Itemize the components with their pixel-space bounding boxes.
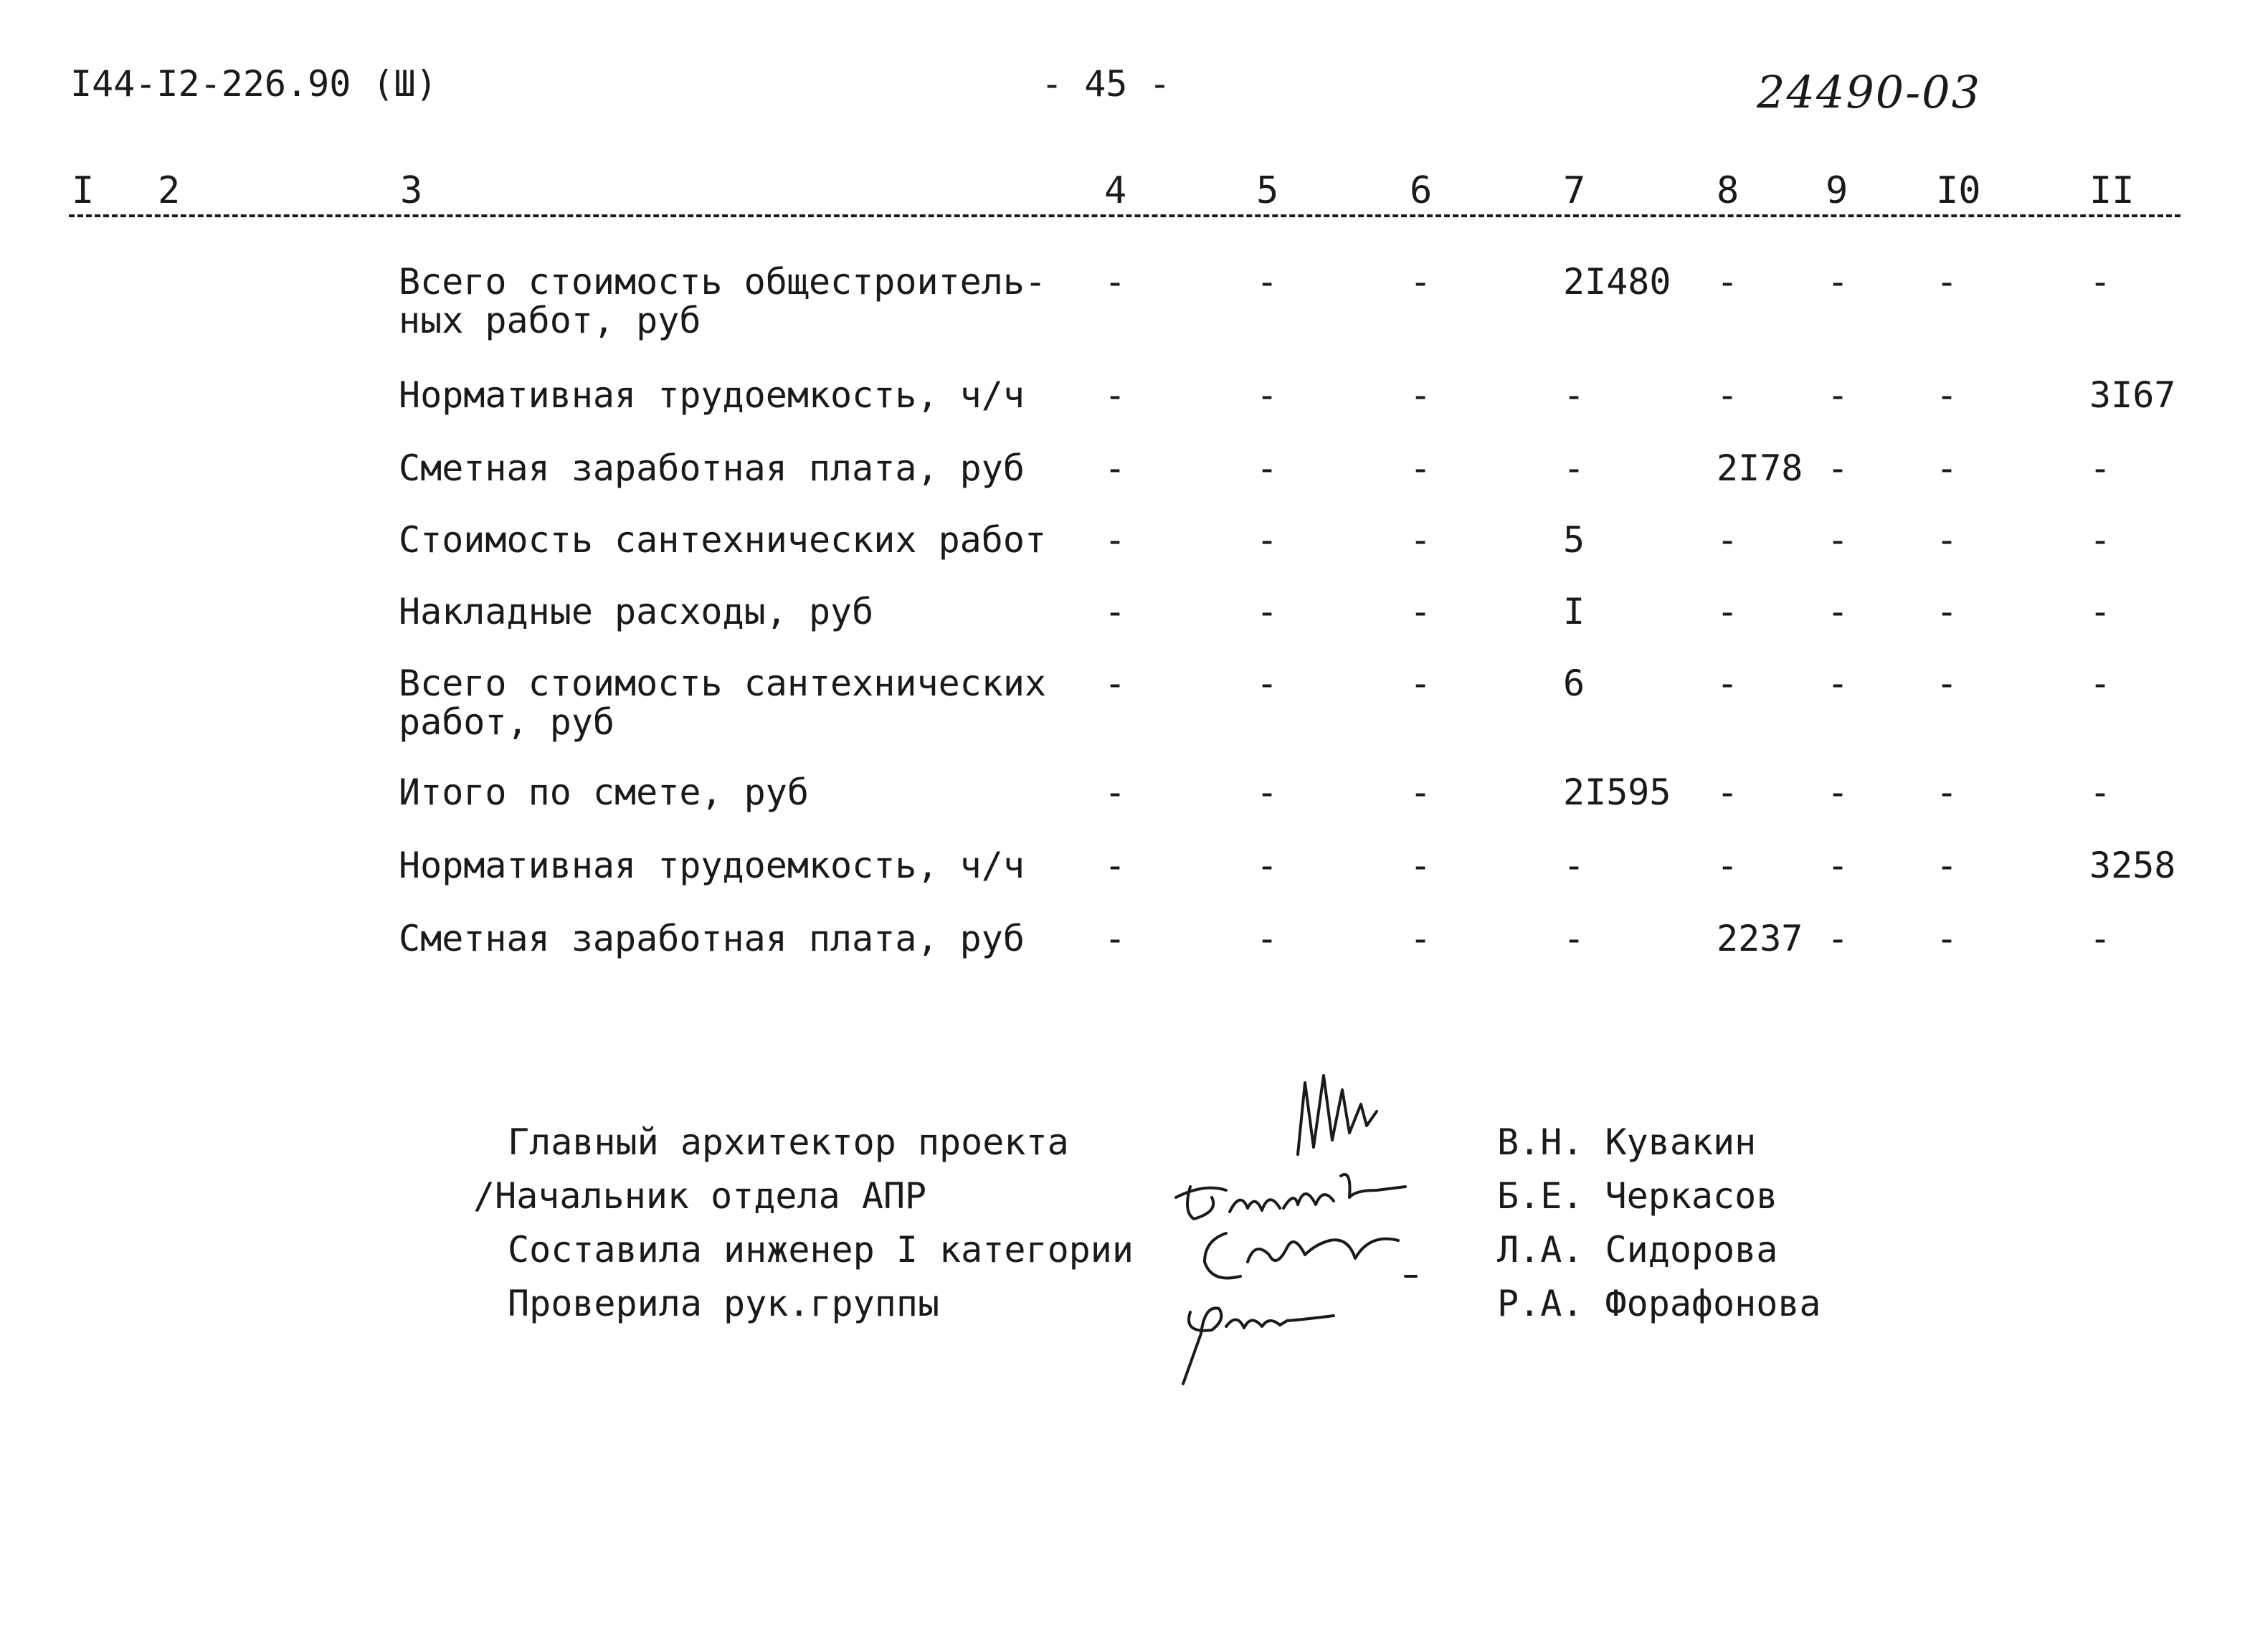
cell-col-5: -: [1256, 374, 1278, 416]
column-header-6: 6: [1410, 169, 1433, 212]
cell-col-6: -: [1410, 591, 1432, 632]
cell-col-5: -: [1256, 772, 1278, 813]
cell-col-10: -: [1936, 447, 1958, 489]
cell-col-7: I: [1563, 591, 1585, 632]
cell-col-4: -: [1104, 519, 1126, 561]
row-label: Сметная заработная плата, руб: [399, 447, 1025, 489]
cell-col-6: -: [1410, 374, 1432, 416]
column-header-5: 5: [1256, 169, 1279, 212]
row-label: Всего стоимость общестроитель-: [399, 261, 1047, 303]
cell-col-9: -: [1827, 447, 1849, 489]
cell-col-10: -: [1936, 845, 1958, 886]
cell-col-7: 6: [1563, 663, 1585, 704]
document-code: I44-I2-226.90 (Ш): [70, 63, 437, 105]
row-label: Накладные расходы, руб: [399, 591, 874, 632]
signature-role: Проверила рук.группы: [508, 1283, 940, 1324]
column-header-7: 7: [1563, 169, 1586, 212]
cell-col-10: -: [1936, 261, 1958, 303]
cell-col-11: -: [2089, 447, 2112, 489]
cell-col-9: -: [1827, 261, 1849, 303]
column-header-rule: [69, 214, 2180, 217]
row-label: Нормативная трудоемкость, ч/ч: [399, 845, 1025, 886]
cell-col-6: -: [1410, 447, 1432, 489]
cell-col-9: -: [1827, 772, 1849, 813]
cell-col-7: -: [1563, 374, 1585, 416]
row-label: Итого по смете, руб: [399, 772, 809, 813]
cell-col-7: -: [1563, 845, 1585, 886]
cell-col-9: -: [1827, 591, 1849, 632]
column-header-2: 2: [158, 169, 181, 212]
column-header-3: 3: [400, 169, 423, 212]
cell-col-10: -: [1936, 519, 1958, 561]
cell-col-11: -: [2089, 261, 2112, 303]
cell-col-4: -: [1104, 663, 1126, 704]
cell-col-7: 2I595: [1563, 772, 1671, 813]
signature-role: Составила инженер I категории: [508, 1229, 1134, 1271]
cell-col-8: -: [1717, 519, 1739, 561]
cell-col-10: -: [1936, 591, 1958, 632]
cell-col-9: -: [1827, 663, 1849, 704]
row-label-continuation: ных работ, руб: [399, 300, 701, 341]
cell-col-11: -: [2089, 591, 2112, 632]
cell-col-9: -: [1827, 374, 1849, 416]
row-label: Всего стоимость сантехнических: [399, 663, 1047, 704]
cell-col-7: -: [1563, 918, 1585, 959]
row-label-continuation: работ, руб: [399, 701, 615, 743]
cell-col-9: -: [1827, 845, 1849, 886]
cell-col-8: 2237: [1717, 918, 1803, 959]
cell-col-8: -: [1717, 261, 1739, 303]
cell-col-4: -: [1104, 447, 1126, 489]
cell-col-6: -: [1410, 519, 1432, 561]
cell-col-6: -: [1410, 772, 1432, 813]
column-header-9: 9: [1826, 169, 1848, 212]
cell-col-6: -: [1410, 918, 1432, 959]
column-header-10: I0: [1936, 169, 1981, 212]
cell-col-4: -: [1104, 591, 1126, 632]
cell-col-9: -: [1827, 519, 1849, 561]
cell-col-9: -: [1827, 918, 1849, 959]
cell-col-8: 2I78: [1717, 447, 1803, 489]
row-label: Стоимость сантехнических работ: [399, 519, 1047, 561]
signatory-name: В.Н. Кувакин: [1497, 1121, 1757, 1163]
cell-col-5: -: [1256, 591, 1278, 632]
cell-col-11: -: [2089, 772, 2112, 813]
cell-col-4: -: [1104, 772, 1126, 813]
cell-col-10: -: [1936, 374, 1958, 416]
cell-col-4: -: [1104, 261, 1126, 303]
cell-col-8: -: [1717, 772, 1739, 813]
cell-col-6: -: [1410, 261, 1432, 303]
cell-col-8: -: [1717, 845, 1739, 886]
cell-col-8: -: [1717, 374, 1739, 416]
cell-col-11: -: [2089, 519, 2112, 561]
cell-col-5: -: [1256, 918, 1278, 959]
cell-col-6: -: [1410, 845, 1432, 886]
signatory-name: Б.Е. Черкасов: [1497, 1175, 1778, 1217]
row-label: Нормативная трудоемкость, ч/ч: [399, 374, 1025, 416]
signatory-name: Р.А. Форафонова: [1497, 1283, 1821, 1324]
cell-col-4: -: [1104, 374, 1126, 416]
cell-col-11: -: [2089, 918, 2112, 959]
cell-col-5: -: [1256, 519, 1278, 561]
page-number: - 45 -: [1041, 63, 1171, 105]
column-header-8: 8: [1717, 169, 1739, 212]
handwritten-document-number: 24490-03: [1757, 66, 1982, 118]
row-label: Сметная заработная плата, руб: [399, 918, 1025, 959]
cell-col-11: 3I67: [2089, 374, 2176, 416]
column-header-4: 4: [1104, 169, 1127, 212]
cell-col-4: -: [1104, 918, 1126, 959]
cell-col-4: -: [1104, 845, 1126, 886]
cell-col-6: -: [1410, 663, 1432, 704]
cell-col-5: -: [1256, 663, 1278, 704]
cell-col-10: -: [1936, 772, 1958, 813]
cell-col-8: -: [1717, 591, 1739, 632]
cell-col-10: -: [1936, 663, 1958, 704]
handwritten-signatures: [1162, 1061, 1463, 1391]
signatory-name: Л.А. Сидорова: [1497, 1229, 1778, 1271]
column-header-1: I: [72, 169, 95, 212]
signature-role: /Начальник отдела АПР: [473, 1175, 927, 1217]
cell-col-10: -: [1936, 918, 1958, 959]
cell-col-7: 2I480: [1563, 261, 1671, 303]
signature-role: Главный архитектор проекта: [508, 1121, 1069, 1163]
cell-col-5: -: [1256, 447, 1278, 489]
cell-col-5: -: [1256, 845, 1278, 886]
cell-col-7: -: [1563, 447, 1585, 489]
cell-col-5: -: [1256, 261, 1278, 303]
column-header-11: II: [2089, 169, 2135, 212]
cell-col-11: -: [2089, 663, 2112, 704]
cell-col-11: 3258: [2089, 845, 2176, 886]
cell-col-7: 5: [1563, 519, 1585, 561]
cell-col-8: -: [1717, 663, 1739, 704]
